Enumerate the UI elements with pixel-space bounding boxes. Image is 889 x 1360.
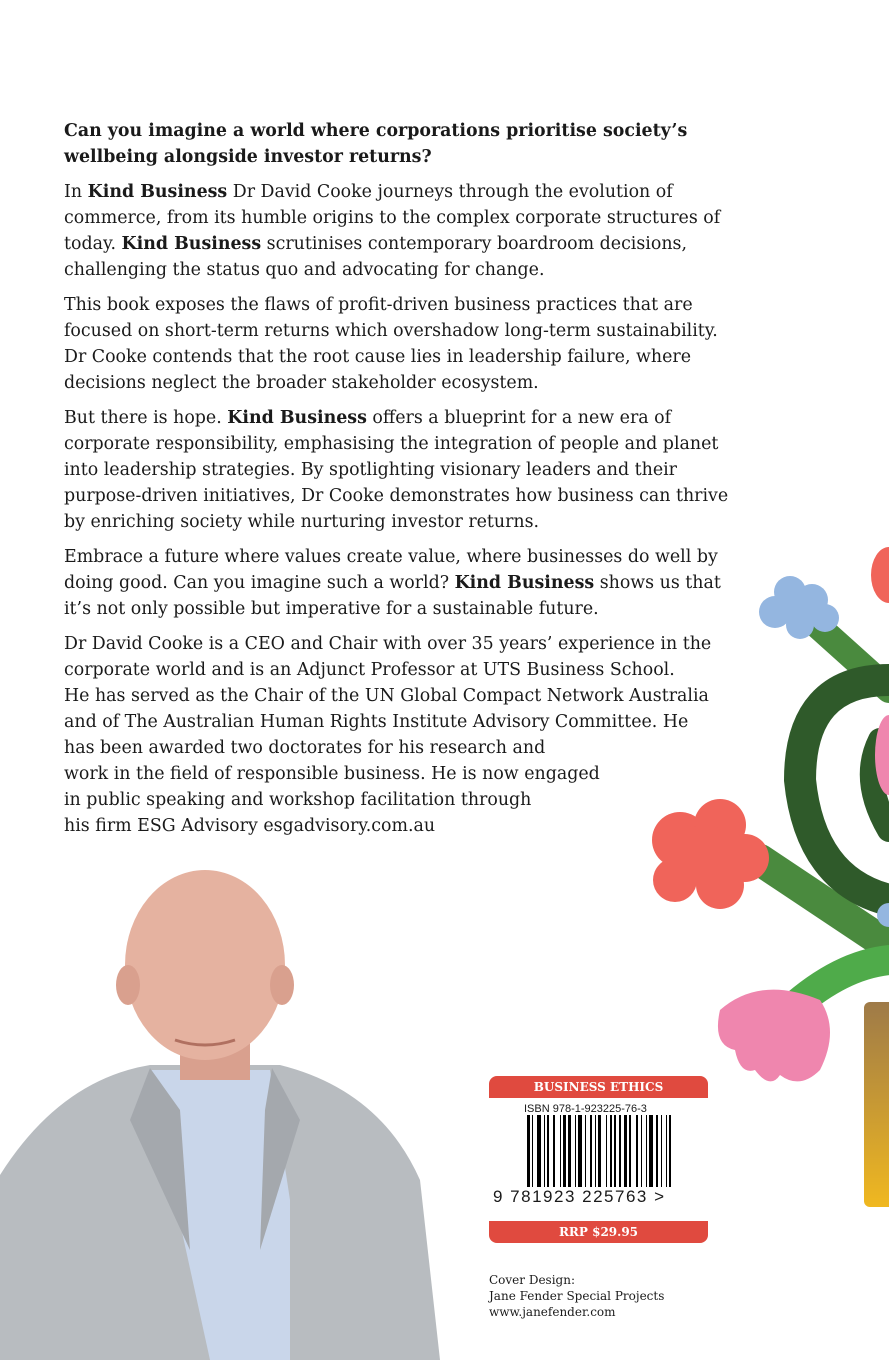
barcode-bar <box>578 1115 582 1187</box>
blue-flower-icon <box>759 576 839 639</box>
barcode-bar <box>544 1115 545 1187</box>
book-title: Kind Business <box>227 408 367 428</box>
price-label: RRP $29.95 <box>489 1221 708 1243</box>
barcode-bar <box>527 1115 530 1187</box>
category-label: BUSINESS ETHICS <box>489 1076 708 1098</box>
barcode-bar <box>547 1115 550 1187</box>
blurb-paragraph-4 <box>64 544 729 622</box>
barcode-bar <box>669 1115 672 1187</box>
credit-line: Jane Fender Special Projects <box>489 1289 665 1303</box>
barcode-bar <box>553 1115 554 1187</box>
cover-design-credits <box>489 1272 664 1320</box>
isbn-text: ISBN 978-1-923225-76-3 <box>524 1103 647 1115</box>
bio-line: and of The Australian Human Rights Institute Advisory Committee. He <box>64 712 689 732</box>
bio-line: He has served as the Chair of the UN Global Compact Network Australia <box>64 686 709 706</box>
author-bio <box>64 631 729 839</box>
barcode-bar <box>537 1115 541 1187</box>
barcode-bar <box>641 1115 642 1187</box>
barcode-bar <box>590 1115 593 1187</box>
text: Embrace a future where values create value, where businesses do well by doing good. Can you imagine such a world? <box>64 547 718 593</box>
book-title: Kind Business <box>121 234 262 254</box>
blurb-paragraph-1 <box>64 179 729 283</box>
text: shows us that it’s not only possible but imperative for a sustainable future. <box>64 573 721 619</box>
barcode-bar <box>563 1115 566 1187</box>
barcode-bar <box>666 1115 667 1187</box>
barcode-bar <box>646 1115 647 1187</box>
barcode-bar <box>585 1115 586 1187</box>
author-photo <box>0 870 440 1360</box>
barcode-bar <box>614 1115 615 1187</box>
bio-line: his firm ESG Advisory esgadvisory.com.au <box>64 816 436 836</box>
blurb-paragraph-2: This book exposes the flaws of profit-driven business practices that are focused on short-term returns which overshadow long-term sustainability. Dr Cooke contends that the root cause lies in leadership failure, where decisions neglect the broader stakeholder ecosystem. <box>64 295 718 393</box>
vase <box>864 1002 889 1207</box>
barcode-bar <box>619 1115 620 1187</box>
barcode-panel <box>489 1076 708 1243</box>
bio-line: Dr David Cooke is a CEO and Chair with over 35 years’ experience in the <box>64 634 712 654</box>
barcode-bar <box>560 1115 561 1187</box>
text: Dr David Cooke journeys through the evolution of commerce, from its humble origins to the complex corporate structures of today. <box>64 182 721 254</box>
text: In <box>64 182 88 202</box>
barcode-bar <box>656 1115 659 1187</box>
barcode-bar <box>636 1115 639 1187</box>
barcode-bar <box>624 1115 627 1187</box>
barcode-bar <box>568 1115 571 1187</box>
barcode-bar <box>606 1115 607 1187</box>
bio-line: in public speaking and workshop facilitation through <box>64 790 532 810</box>
book-title: Kind Business <box>454 573 595 593</box>
blurb-heading: Can you imagine a world where corporations prioritise society’s wellbeing alongside investor returns? <box>64 121 688 167</box>
barcode-bar <box>649 1115 653 1187</box>
barcode-bar <box>575 1115 576 1187</box>
text: But there is hope. <box>64 408 228 428</box>
bio-line: work in the field of responsible business. He is now engaged <box>64 764 600 784</box>
barcode-bar <box>629 1115 630 1187</box>
barcode-bar <box>610 1115 613 1187</box>
text: scrutinises contemporary boardroom decisions, challenging the status quo and advocating for change. <box>64 234 687 280</box>
barcode-bar <box>532 1115 533 1187</box>
credit-line: Cover Design: <box>489 1273 576 1287</box>
bio-line: has been awarded two doctorates for his research and <box>64 738 546 758</box>
back-cover-blurb <box>64 118 729 848</box>
text: offers a blueprint for a new era of corporate responsibility, emphasising the integration of people and planet into leadership strategies. By spotlighting visionary leaders and their purpose-driven initiatives, Dr Cooke demonstrates how business can thrive by enriching society while nurturing investor returns. <box>64 408 729 532</box>
bio-line: corporate world and is an Adjunct Professor at UTS Business School. <box>64 660 675 680</box>
barcode-digits: 9 781923 225763 > <box>493 1187 666 1206</box>
credit-line: www.janefender.com <box>489 1305 616 1319</box>
barcode-bar <box>598 1115 601 1187</box>
barcode-bar <box>661 1115 662 1187</box>
book-title: Kind Business <box>87 182 228 202</box>
flower-stems <box>760 610 889 1010</box>
blurb-paragraph-3 <box>64 405 729 535</box>
barcode-bar <box>595 1115 596 1187</box>
barcode-bars <box>527 1115 708 1187</box>
